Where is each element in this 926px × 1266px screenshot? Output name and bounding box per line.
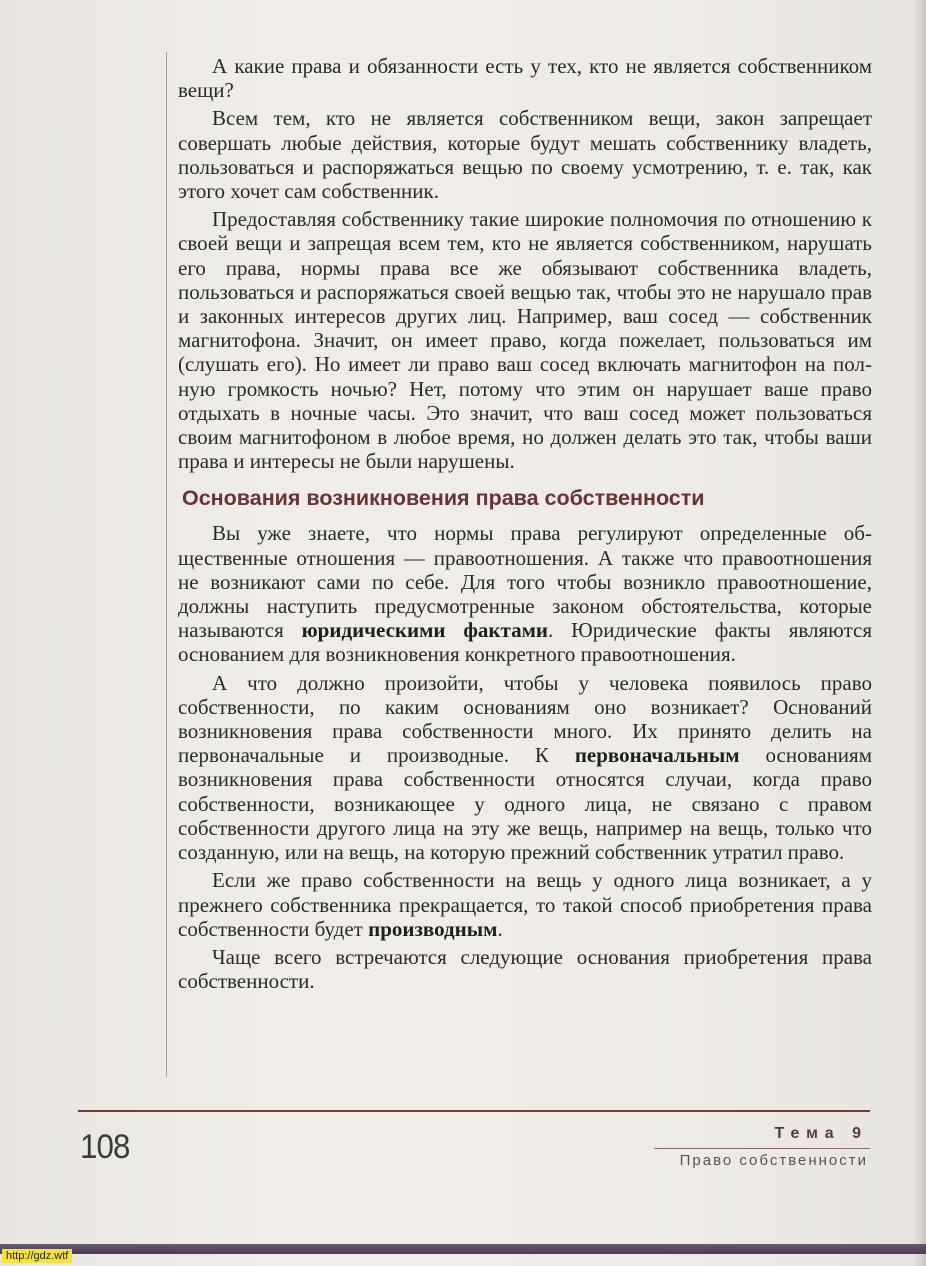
footer-rule (78, 1110, 870, 1112)
paragraph-6-text-a: Если же право собственности на вещь у одного лица возникает, а у прежнего собственника прекращается, то такой способ приобретения права собственности будет (178, 868, 872, 941)
paragraph-2: Всем тем, кто не является собственником вещи, закон запрещает совершать любые действия, которые будут мешать собственнику владеть, пользоваться и распоряжаться вещью по своему усмотрению, т. е. так, как этого хочет сам собственник. (178, 106, 872, 204)
paragraph-4-text-b: . Юридические факты являются основанием для возникновения конкретного правоотношения. (178, 618, 873, 667)
paragraph-5-text-b: основаниям возникновения права собственности относятся случаи, когда право собственности, возникающее у одного лица, не связано с правом собственности другого лица на эту же вещь, например на вещь, только что созданную, или на вещь, на которую прежний собственник утратил право. (178, 743, 872, 865)
term-original: первоначальным (574, 743, 740, 768)
footer-subtitle: Право собственности (679, 1152, 868, 1169)
footer-divider (654, 1148, 870, 1149)
watermark-link[interactable]: http://gdz.wtf (2, 1249, 72, 1263)
paragraph-1: А какие права и обязанности есть у тех, кто не является собственником вещи? (178, 54, 872, 103)
footer-topic: Тема 9 (774, 1125, 868, 1142)
paragraph-6-text-b: . (497, 916, 503, 941)
paragraph-4 (178, 521, 872, 666)
page-content (178, 54, 872, 997)
section-heading: Основания возникновения права собственности (182, 486, 705, 511)
paragraph-5-text-a: А что должно произойти, чтобы у человека появилось право собственности, по каким основаниям оно возникает? Оснований возникновения права собственности много. Их принято делить на первоначальные и производные. К (178, 670, 872, 768)
paragraph-7: Чаще всего встречаются следующие основания приобретения права собственности. (178, 944, 872, 994)
bottom-band (0, 1244, 926, 1254)
term-derivative: производным (368, 916, 498, 941)
paragraph-4-text-a: Вы уже знаете, что нормы права регулируют определенные общественные отношения — правоотношения. А также что правоотношения не возникают сами по себе. Для того чтобы возникло правоотношение, должны наступить предусмотренные законом обстоятельства, которые называются (178, 521, 872, 643)
paragraph-3: Предоставляя собственнику такие широкие полномочия по отношению к своей вещи и запрещая всем тем, кто не является собственником, нарушать его права, нормы права все же обязывают собственника владеть, пользоваться и распоряжаться своей вещью так, чтобы это не нарушало прав и законных интересов других лиц. Например, ваш сосед — собственник магнитофона. Значит, он имеет право, когда пожелает, пользоваться им (слушать его). Но имеет ли право ваш сосед включать магнитофон на полную громкость ночью? Нет, потому что этим он нарушает ваше право отдыхать в ночные часы. Это значит, что ваш сосед может пользоваться своим магнитофоном в любое время, но должен делать это так, чтобы ваши права и интересы не были нарушены. (178, 207, 872, 474)
margin-rule (166, 52, 167, 1077)
page-number: 108 (80, 1128, 130, 1166)
term-legal-facts: юридическими фактами (301, 618, 548, 643)
paragraph-5 (178, 671, 872, 865)
paragraph-6 (178, 868, 872, 941)
page-edge-shadow (914, 0, 926, 1266)
